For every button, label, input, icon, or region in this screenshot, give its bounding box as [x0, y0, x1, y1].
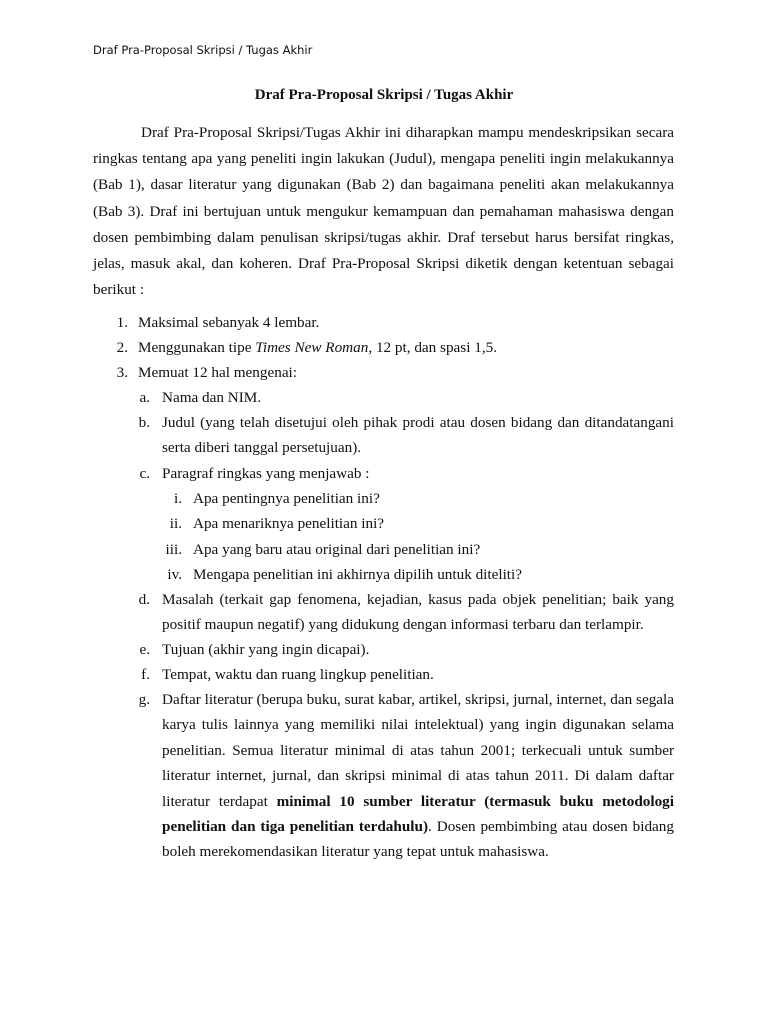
intro-paragraph: Draf Pra-Proposal Skripsi/Tugas Akhir ini diharapkan mampu mendeskripsikan secara ringkas tentang apa yang peneliti ingin lakukan (Judul), mengapa peneliti ingin melakukannya (Bab 1), dasar literatur yang digunakan (Bab 2) dan bagaimana peneliti akan melakukannya (Bab 3). Draf ini bertujuan untuk mengukur kemampuan dan pemahaman mahasiswa dengan dosen pembimbing dalam penulisan skripsi/tugas akhir. Draf tersebut harus bersifat ringkas, jelas, masuk akal, dan koheren. Draf Pra-Proposal Skripsi diketik dengan ketentuan sebagai berikut :: [93, 124, 674, 299]
sublist-marker-g: g.: [138, 691, 150, 708]
list-item-2-text-before: Menggunakan tipe: [138, 339, 256, 356]
running-header: Draf Pra-Proposal Skripsi / Tugas Akhir: [93, 43, 313, 57]
list-marker-2: 2.: [116, 339, 128, 356]
sublist-item-g: [162, 687, 674, 865]
document-title: Draf Pra-Proposal Skripsi / Tugas Akhir: [254, 87, 514, 103]
subsublist-item-i: Apa pentingnya penelitian ini?: [193, 490, 380, 507]
sublist-item-d: Masalah (terkait gap fenomena, kejadian, kasus pada objek penelitian; baik yang positif maupun negatif) yang didukung dengan informasi terbaru dan terlampir.: [162, 591, 674, 634]
sublist-item-e: Tujuan (akhir yang ingin dicapai).: [162, 641, 370, 658]
sublist-item-c: Paragraf ringkas yang menjawab :: [162, 465, 370, 482]
sublist-item-f: Tempat, waktu dan ruang lingkup penelitian.: [162, 666, 434, 683]
subsublist-item-iii: Apa yang baru atau original dari penelitian ini?: [193, 541, 481, 558]
subsublist-marker-iii: iii.: [165, 541, 182, 558]
list-item-3: Memuat 12 hal mengenai:: [138, 364, 298, 381]
list-item-2: [138, 335, 674, 360]
list-item-1: Maksimal sebanyak 4 lembar.: [138, 314, 320, 331]
subsublist-item-iv: Mengapa penelitian ini akhirnya dipilih untuk diteliti?: [193, 566, 522, 583]
subsublist-marker-iv: iv.: [167, 566, 182, 583]
subsublist-marker-ii: ii.: [169, 515, 182, 532]
subsublist-item-ii: Apa menariknya penelitian ini?: [193, 515, 385, 532]
literature-text-after: . Dosen pembimbing atau dosen bidang boleh merekomendasikan literatur yang tepat untuk mahasiswa.: [162, 818, 674, 861]
sublist-marker-b: b.: [138, 414, 150, 431]
literature-text-before: Daftar literatur (berupa buku, surat kabar, artikel, skripsi, jurnal, internet, dan segala karya tulis lainnya yang memiliki nilai intelektual) yang ingin digunakan selama penelitian. Semua literatur minimal di atas tahun 2001; terkecuali untuk sumber literatur internet, jurnal, dan skripsi minimal di atas tahun 2011. Di dalam daftar literatur terdapat: [162, 691, 674, 810]
sublist-marker-d: d.: [138, 591, 150, 608]
sublist-marker-e: e.: [139, 641, 150, 658]
sublist-item-b: Judul (yang telah disetujui oleh pihak prodi atau dosen bidang dan ditandatangani serta diberi tanggal persetujuan).: [162, 414, 674, 457]
font-name-italic: Times New Roman,: [255, 339, 373, 356]
list-marker-1: 1.: [116, 314, 128, 331]
sublist-item-a: Nama dan NIM.: [162, 389, 262, 406]
list-marker-3: 3.: [116, 364, 128, 381]
subsublist-marker-i: i.: [173, 490, 182, 507]
sublist-marker-f: f.: [141, 666, 150, 683]
sublist-marker-a: a.: [139, 389, 150, 406]
sublist-marker-c: c.: [139, 465, 150, 482]
list-item-2-text-after: 12 pt, dan spasi 1,5.: [372, 339, 498, 356]
literature-requirement-bold: minimal 10 sumber literatur (termasuk buku metodologi penelitian dan tiga penelitian terdahulu): [162, 792, 674, 836]
